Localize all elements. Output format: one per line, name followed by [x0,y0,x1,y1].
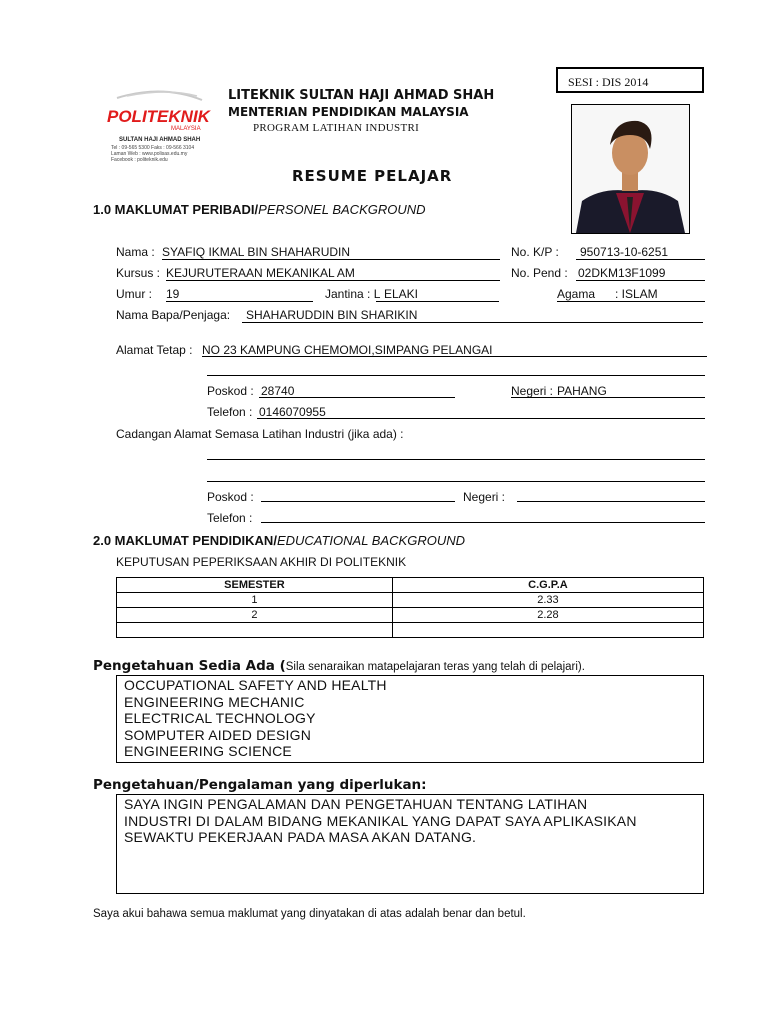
header-line-3: PROGRAM LATIHAN INDUSTRI [253,122,420,134]
politeknik-logo [97,88,227,166]
table-row [117,593,704,608]
jantina-value: ELAKI [384,287,419,301]
pend-value: 02DKM13F1099 [578,266,666,280]
underline [207,375,705,376]
header-line-2: MENTERIAN PENDIDIKAN MALAYSIA [228,105,469,119]
underline [259,397,455,398]
bapa-label: Nama Bapa/Penjaga: [116,308,231,322]
underline [261,522,705,523]
umur-value: 19 [166,287,180,301]
poskod2-label: Poskod : [207,490,254,504]
section-2-title-en: EDUCATIONAL BACKGROUND [276,533,465,548]
poskod-value: 28740 [261,384,295,398]
table-row [117,623,704,638]
alamat-label: Alamat Tetap : [116,343,193,357]
logo-sub: MALAYSIA [171,126,201,132]
underline [511,397,705,398]
underline [576,280,705,281]
underline [166,280,500,281]
underline [261,501,455,502]
student-photo [571,104,690,234]
pengetahuan-title: Pengetahuan Sedia Ada ( [93,658,286,674]
logo-school: SULTAN HAJI AHMAD SHAH [119,137,201,143]
underline [162,259,500,260]
logo-line: Tel : 09-565 5300 Faks : 09-566 3104 [111,145,195,151]
portrait-image [572,105,689,233]
agama-value: : ISLAM [615,287,658,301]
table-cell: 2.28 [392,608,703,623]
pengalaman-box [116,794,704,894]
logo-line: Laman Web : www.polisas.edu.my [111,151,188,157]
underline [517,501,705,502]
pengetahuan-heading [93,657,585,675]
section-2-heading [93,533,465,548]
negeri-label: Negeri : [511,384,554,398]
table-cell [117,623,393,638]
section-1-heading [93,202,426,217]
pend-label: No. Pend : [511,266,568,280]
session-box: SESI : DIS 2014 [556,67,704,93]
umur-label: Umur : [116,287,152,301]
section-2-title: 2.0 MAKLUMAT PENDIDIKAN/ [93,533,277,548]
table-cell: 1 [117,593,393,608]
pengalaman-line: SAYA INGIN PENGALAMAN DAN PENGETAHUAN TENTANG LATIHAN [124,796,588,812]
jantina-label: Jantina : L [325,287,381,301]
alamat-value: NO 23 KAMPUNG CHEMOMOI,SIMPANG PELANGAI [202,343,493,357]
list-item: ENGINEERING SCIENCE [124,743,292,759]
table-row [117,608,704,623]
underline [576,259,705,260]
column-header: SEMESTER [117,578,393,593]
page-title: RESUME PELAJAR [292,167,453,185]
logo-line: Facebook : politeknik.edu [111,157,168,163]
underline [166,301,313,302]
underline [207,459,705,460]
header-line-1: LITEKNIK SULTAN HAJI AHMAD SHAH [228,88,495,103]
nama-label: Nama : [116,245,155,259]
underline [376,301,499,302]
kp-value: 950713-10-6251 [580,245,669,259]
results-table [116,577,704,638]
column-header: C.G.P.A [392,578,703,593]
bapa-value: SHAHARUDDIN BIN SHARIKIN [246,308,418,322]
pengalaman-line: INDUSTRI DI DALAM BIDANG MEKANIKAL YANG DAPAT SAYA APLIKASIKAN [124,812,637,829]
underline [207,481,705,482]
underline [557,301,705,302]
table-cell [392,623,703,638]
section-1-title-en: PERSONEL BACKGROUND [258,202,426,217]
list-item: OCCUPATIONAL SAFETY AND HEALTH [124,677,387,693]
telefon-value: 0146070955 [259,405,326,419]
agama-label: Agama [557,287,596,301]
negeri2-label: Negeri : [463,490,506,504]
pengalaman-line: SEWAKTU PEKERJAAN PADA MASA AKAN DATANG. [124,829,477,845]
list-item: ELECTRICAL TECHNOLOGY [124,710,316,726]
keputusan-label: KEPUTUSAN PEPERIKSAAN AKHIR DI POLITEKNIK [116,555,407,569]
cadangan-label: Cadangan Alamat Semasa Latihan Industri (jika ada) : [116,427,404,441]
telefon2-label: Telefon : [207,511,253,525]
underline [257,418,705,419]
underline [202,356,707,357]
telefon-label: Telefon : [207,405,253,419]
table-cell: 2 [117,608,393,623]
list-item: SOMPUTER AIDED DESIGN [124,726,312,743]
logo-brand: POLITEKNIK [107,107,210,126]
table-header-row [117,578,704,593]
poskod-label: Poskod : [207,384,254,398]
pengetahuan-note: Sila senaraikan matapelajaran teras yang telah di pelajari). [285,661,585,673]
section-1-title: 1.0 MAKLUMAT PERIBADI/ [93,202,259,217]
table-cell: 2.33 [392,593,703,608]
kursus-value: KEJURUTERAAN MEKANIKAL AM [166,266,355,280]
logo-swoosh-icon [97,88,227,132]
declaration-text: Saya akui bahawa semua maklumat yang dinyatakan di atas adalah benar dan betul. [93,908,526,920]
kp-label: No. K/P : [511,245,559,259]
underline [242,322,703,323]
pengetahuan-box [116,675,704,763]
negeri-value: PAHANG [557,384,607,398]
kursus-label: Kursus : [116,266,161,280]
list-item: ENGINEERING MECHANIC [124,693,305,710]
pengalaman-title: Pengetahuan/Pengalaman yang diperlukan: [93,777,427,793]
nama-value: SYAFIQ IKMAL BIN SHAHARUDIN [162,245,351,259]
